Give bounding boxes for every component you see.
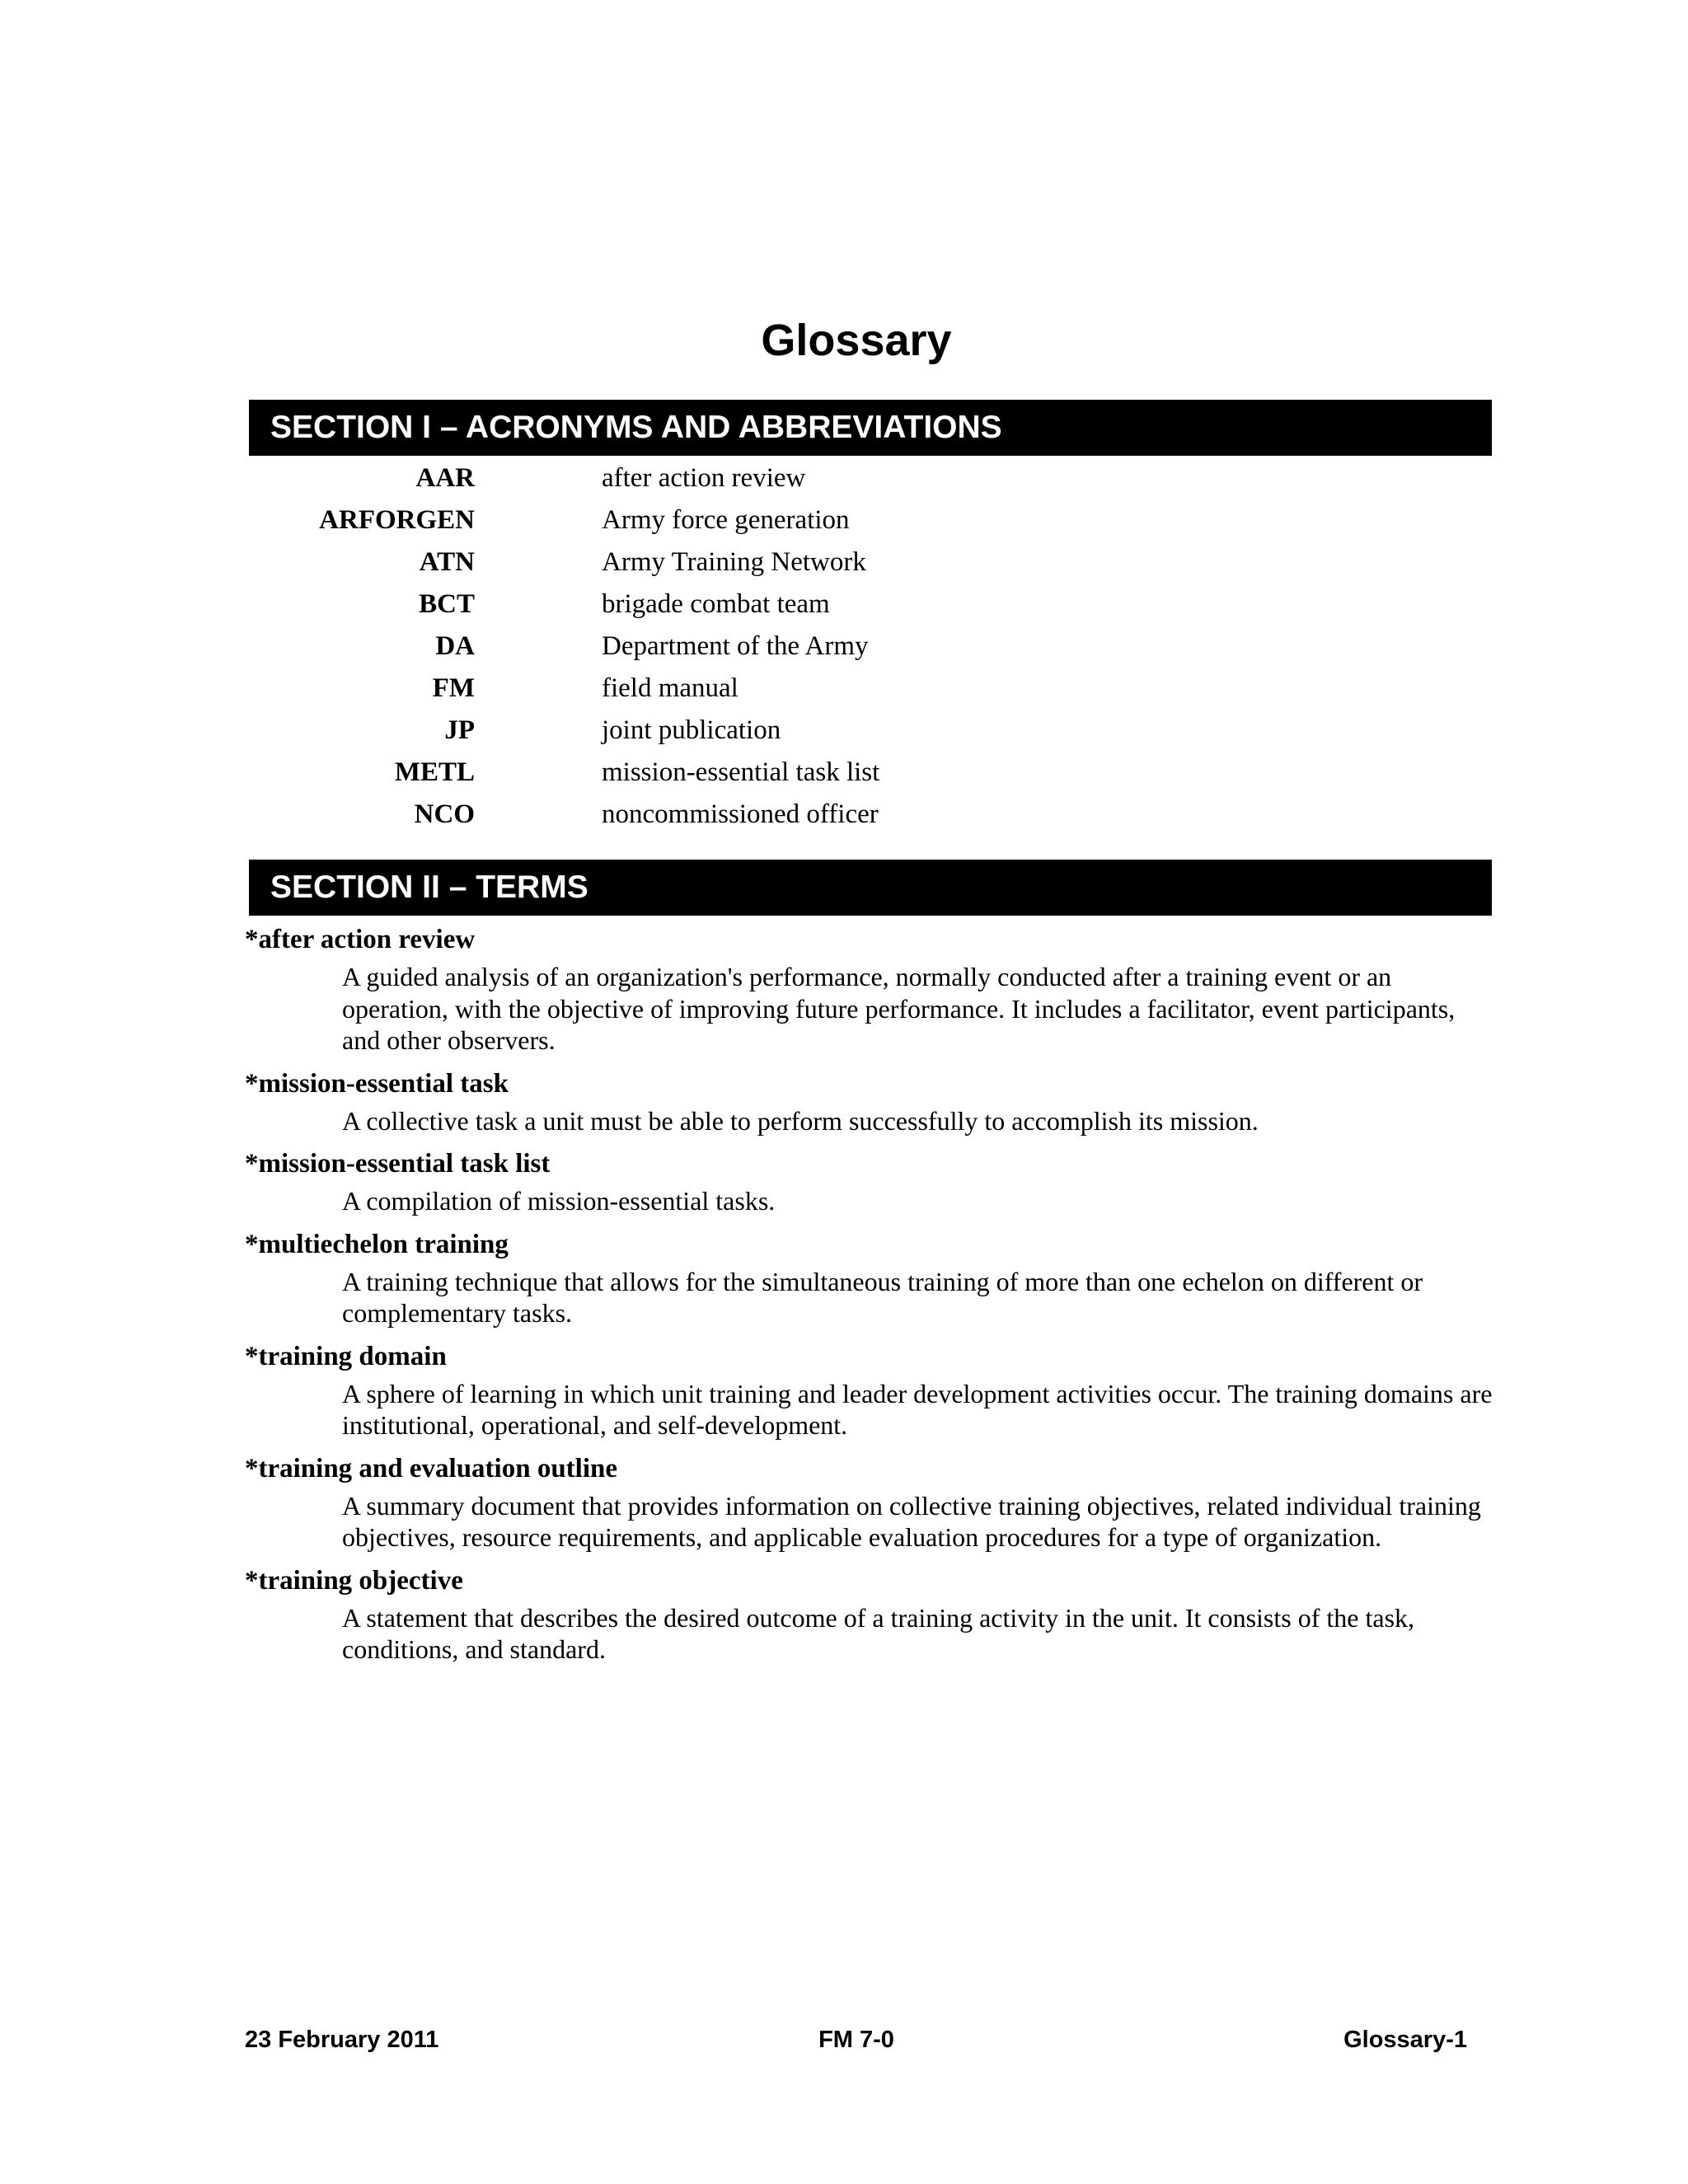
acronym-abbreviation: BCT: [419, 589, 475, 619]
acronym-row: [0, 626, 1688, 668]
acronym-abbreviation: AAR: [415, 463, 475, 493]
acronym-definition: after action review: [602, 463, 806, 493]
acronym-definition: Department of the Army: [602, 631, 869, 661]
page-title: Glossary: [761, 316, 952, 365]
term-entry: [0, 1067, 1688, 1137]
term-name: *mission-essential task: [245, 1068, 509, 1099]
acronym-abbreviation: ARFORGEN: [319, 505, 475, 535]
term-definition: A guided analysis of an organization's performance, normally conducted after a training event or an operation, with the objective of improving future performance. It includes a facilitator, event participants, and other observers.: [342, 962, 1456, 1055]
term-definition: A training technique that allows for the simultaneous training of more than one echelon on different or complementary tasks.: [342, 1266, 1423, 1328]
term-definition: A compilation of mission-essential tasks.: [342, 1186, 776, 1216]
term-entry: [0, 923, 1688, 1057]
term-entry: [0, 1452, 1688, 1554]
term-entry: [0, 1340, 1688, 1441]
acronym-row: [0, 541, 1688, 583]
footer-date: 23 February 2011: [245, 2027, 439, 2053]
acronym-row: [0, 710, 1688, 752]
acronym-row: [0, 499, 1688, 541]
term-definition: A statement that describes the desired outcome of a training activity in the unit. It consists of the task, conditions, and standard.: [342, 1602, 1415, 1664]
term-name: *mission-essential task list: [245, 1149, 551, 1179]
acronym-definition: noncommissioned officer: [602, 799, 879, 829]
term-entry: [0, 1564, 1688, 1666]
acronym-list: [0, 457, 1688, 836]
term-name: *training domain: [245, 1341, 447, 1371]
acronym-definition: brigade combat team: [602, 589, 830, 619]
acronym-definition: mission-essential task list: [602, 757, 880, 787]
footer-publication: FM 7-0: [818, 2027, 894, 2053]
term-definition: A sphere of learning in which unit training and leader development activities occur. The training domains are institutional, operational, and self-development.: [342, 1378, 1493, 1440]
acronym-abbreviation: JP: [444, 715, 475, 745]
acronym-row: [0, 752, 1688, 794]
term-entry: [0, 1228, 1688, 1329]
section-header-terms: SECTION II – TERMS: [249, 860, 1492, 916]
acronym-definition: Army force generation: [602, 505, 850, 535]
acronym-abbreviation: FM: [432, 673, 475, 703]
term-entry: [0, 1147, 1688, 1217]
acronym-row: [0, 668, 1688, 710]
acronym-definition: joint publication: [602, 715, 781, 745]
acronym-abbreviation: DA: [435, 631, 475, 661]
term-definition: A summary document that provides information on collective training objectives, related individual training objectives, resource requirements, and applicable evaluation procedures for a type of organization.: [342, 1490, 1481, 1552]
footer-page-number: Glossary-1: [1343, 2027, 1467, 2053]
section-header-acronyms: SECTION I – ACRONYMS AND ABBREVIATIONS: [249, 400, 1492, 456]
term-name: *multiechelon training: [245, 1229, 509, 1259]
acronym-row: [0, 794, 1688, 836]
acronym-row: [0, 583, 1688, 626]
terms-list: [0, 923, 1688, 1676]
acronym-abbreviation: METL: [394, 757, 475, 787]
acronym-abbreviation: ATN: [419, 547, 475, 577]
term-name: *training and evaluation outline: [245, 1453, 617, 1483]
acronym-row: [0, 457, 1688, 499]
term-definition: A collective task a unit must be able to perform successfully to accomplish its mission.: [342, 1105, 1259, 1136]
term-name: *after action review: [245, 925, 476, 954]
term-name: *training objective: [245, 1565, 463, 1596]
acronym-abbreviation: NCO: [414, 799, 475, 829]
acronym-definition: Army Training Network: [602, 547, 866, 577]
acronym-definition: field manual: [602, 673, 738, 703]
